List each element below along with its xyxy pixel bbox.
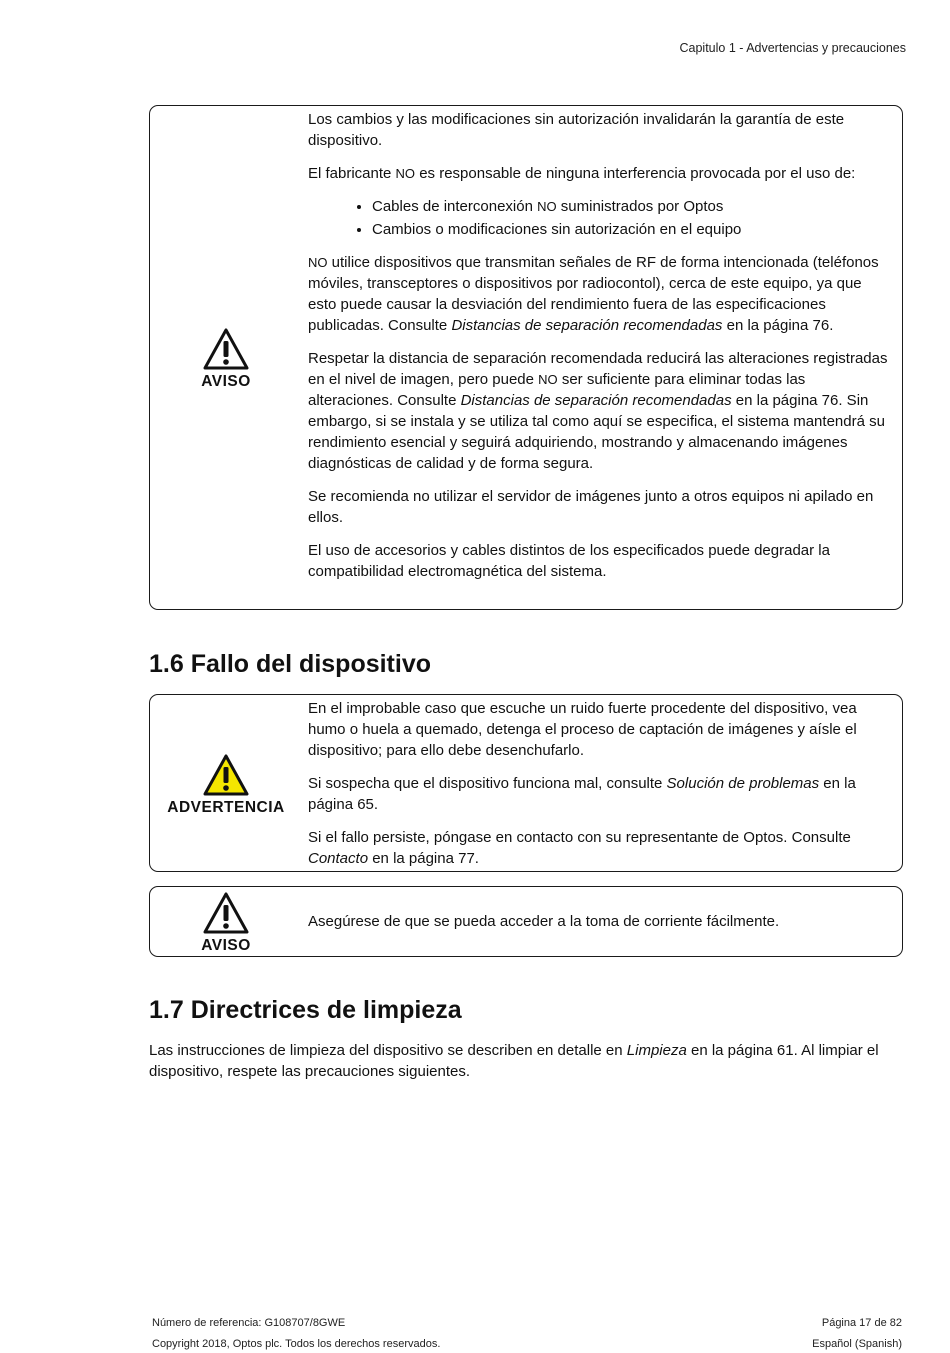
- bullet-list: [308, 196, 894, 240]
- text: en la página 76.: [722, 317, 834, 334]
- caution-icon: [202, 327, 250, 371]
- text: en la página 61. Al limpiar el dispositivo, respete las precauciones siguientes.: [149, 1042, 879, 1080]
- section-heading-1-6: 1.6 Fallo del dispositivo: [149, 650, 432, 678]
- footer-page-number: Página 17 de 82: [821, 1317, 902, 1329]
- text: El uso de accesorios y cables distintos de los especificados puede degradar la compatibilidad electromagnética del sistema.: [308, 542, 830, 580]
- emphasis-no: NO: [308, 255, 328, 270]
- cross-reference[interactable]: Contacto: [308, 850, 369, 867]
- caution-symbol: [150, 891, 302, 955]
- footer-reference: Número de referencia: G108707/8GWE: [152, 1317, 346, 1329]
- text: Respetar la distancia de separación recomendada reducirá las alteraciones registradas en el nivel de imagen, pero puede: [308, 350, 888, 388]
- paragraph: [308, 109, 894, 151]
- warning-symbol: [150, 753, 302, 817]
- caution-box-emc: [149, 105, 903, 610]
- caution-icon: [202, 891, 250, 935]
- paragraph: [308, 163, 894, 184]
- paragraph: [308, 773, 894, 815]
- paragraph: [308, 540, 894, 582]
- paragraph: [308, 486, 894, 528]
- warning-text: [308, 698, 894, 869]
- cleaning-paragraph: [149, 1040, 909, 1082]
- text: Se recomienda no utilizar el servidor de imágenes junto a otros equipos ni apilado en ellos.: [308, 488, 874, 526]
- caution-text: [308, 911, 894, 932]
- text: Los cambios y las modificaciones sin autorización invalidarán la garantía de este dispositivo.: [308, 111, 845, 149]
- section-heading-1-7: 1.7 Directrices de limpieza: [149, 996, 462, 1024]
- emphasis-no: NO: [395, 166, 416, 181]
- text: en la página 77.: [368, 850, 479, 867]
- cross-reference[interactable]: Solución de problemas: [666, 775, 820, 792]
- text: En el improbable caso que escuche un ruido fuerte procedente del dispositivo, vea humo o huela a quemado, detenga el proceso de captación de imágenes y aísle el dispositivo; para ello debe desenchufarlo.: [308, 700, 857, 759]
- footer-copyright: Copyright 2018, Optos plc. Todos los derechos reservados.: [152, 1338, 441, 1350]
- text: Asegúrese de que se pueda acceder a la toma de corriente fácilmente.: [308, 913, 780, 930]
- caution-label: AVISO: [201, 937, 251, 954]
- emphasis-no: NO: [538, 372, 558, 387]
- list-item: [372, 196, 894, 217]
- paragraph: [308, 252, 894, 336]
- warning-box-device-failure: [149, 694, 903, 872]
- paragraph: [308, 827, 894, 869]
- chapter-header: Capitulo 1 - Advertencias y precauciones: [679, 41, 906, 55]
- cross-reference[interactable]: Distancias de separación recomendadas: [460, 392, 732, 409]
- warning-icon: [202, 753, 250, 797]
- caution-label: AVISO: [201, 373, 251, 390]
- caution-text: [308, 109, 894, 582]
- text: Cambios o modificaciones sin autorización en el equipo: [372, 221, 742, 238]
- text: El fabricante: [308, 165, 396, 182]
- text: utilice dispositivos que transmitan señales de RF de forma intencionada (teléfonos móviles, transceptores o dispositivos por radiocontol), cerca de este equipo, ya que esto puede causar la desviación del rendimiento fuera de las especificaciones publicadas. Consulte: [308, 254, 879, 334]
- paragraph: [308, 698, 894, 761]
- emphasis-no: NO: [537, 199, 557, 214]
- paragraph: [308, 911, 894, 932]
- caution-box-power-outlet: [149, 886, 903, 957]
- text: Si sospecha que el dispositivo funciona mal, consulte: [308, 775, 667, 792]
- cross-reference[interactable]: Limpieza: [626, 1042, 687, 1059]
- text: Cables de interconexión: [372, 198, 538, 215]
- caution-symbol: [150, 327, 302, 391]
- text: Si el fallo persiste, póngase en contacto con su representante de Optos. Consulte: [308, 829, 851, 846]
- paragraph: [308, 348, 894, 474]
- warning-label: ADVERTENCIA: [167, 799, 285, 816]
- text: ser suficiente para eliminar todas las alteraciones. Consulte: [308, 371, 806, 409]
- text: es responsable de ninguna interferencia provocada por el uso de:: [415, 165, 856, 182]
- text: en la página 65.: [308, 775, 856, 813]
- footer-language: Español (Spanish): [812, 1338, 902, 1350]
- list-item: [372, 219, 894, 240]
- cross-reference[interactable]: Distancias de separación recomendadas: [451, 317, 723, 334]
- text: en la página 76. Sin embargo, si se instala y se utiliza tal como aquí se especifica, el sistema mantendrá su rendimiento esencial y seguirá adquiriendo, mostrando y almacenando imágenes diagnósticas de calidad y de forma segura.: [308, 392, 885, 472]
- text: Las instrucciones de limpieza del dispositivo se describen en detalle en: [149, 1042, 627, 1059]
- text: suministrados por Optos: [556, 198, 724, 215]
